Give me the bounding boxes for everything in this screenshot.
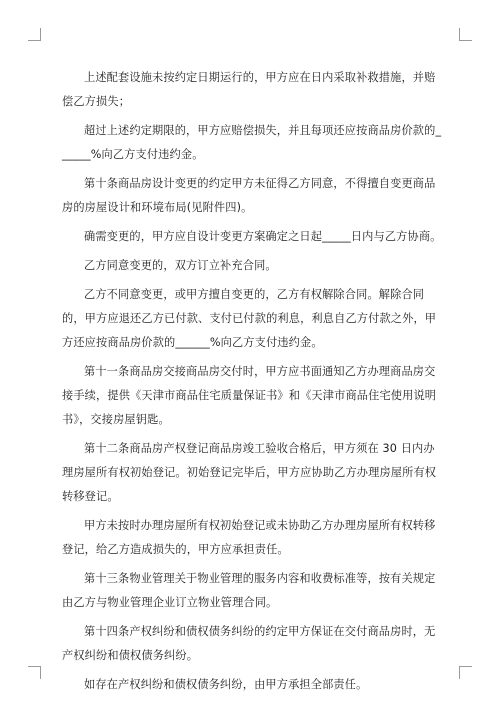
page-corner-mark-bottom-left (28, 666, 41, 679)
paragraph-article-11: 第十一条商品房交接商品房交付时，甲方应书面通知乙方办理商品房交接手续，提供《天津市商品住宅质量保证书》和《天津市商品住宅使用说明书》，交接房屋钥匙。 (62, 365, 437, 426)
paragraph-dispute-liability: 如存在产权纠纷和债权债务纠纷，由甲方承担全部责任。 (84, 678, 368, 691)
page-corner-mark-bottom-right (459, 666, 472, 679)
page-corner-mark-top-right (459, 28, 472, 41)
paragraph-overdue-penalty: 超过上述约定期限的，甲方应赔偿损失，并且每项还应按商品房价款的______%向乙方支付违约金。 (62, 124, 442, 161)
paragraph-article-10: 第十条商品房设计变更的约定甲方未征得乙方同意，不得擅自变更商品房的房屋设计和环境布局(见附件四)。 (62, 177, 436, 214)
paragraph-article-12: 第十二条商品房产权登记商品房竣工验收合格后，甲方须在 30 日内办理房屋所有权初始登记。初始登记完毕后，甲方应协助乙方办理房屋所有权转移登记。 (62, 442, 437, 503)
document-page (62, 66, 446, 697)
paragraph-article-14: 第十四条产权纠纷和债权债务纠纷的约定甲方保证在交付商品房时，无产权纠纷和债权债务纠纷。 (62, 625, 436, 662)
paragraph-registration-liability: 甲方未按时办理房屋所有权初始登记或未协助乙方办理房屋所有权转移登记，给乙方造成损失的，甲方应承担责任。 (62, 519, 436, 556)
paragraph-remedy: 上述配套设施未按约定日期运行的，甲方应在日内采取补救措施，并赔偿乙方损失； (62, 71, 436, 108)
page-corner-mark-top-left (28, 28, 41, 41)
paragraph-article-13: 第十三条物业管理关于物业管理的服务内容和收费标准等，按有关规定由乙方与物业管理企业订立物业管理合同。 (62, 572, 436, 609)
paragraph-change-negotiation: 确需变更的，甲方应自设计变更方案确定之日起_____日内与乙方协商。 (84, 230, 442, 243)
paragraph-supplementary-contract: 乙方同意变更的，双方订立补充合同。 (84, 259, 277, 272)
paragraph-termination: 乙方不同意变更，或甲方擅自变更的，乙方有权解除合同。解除合同的，甲方应退还乙方已付款、支付已付款的利息，利息自乙方付款之外，甲方还应按商品房价款的______%向乙方支付违约金。 (62, 288, 437, 349)
